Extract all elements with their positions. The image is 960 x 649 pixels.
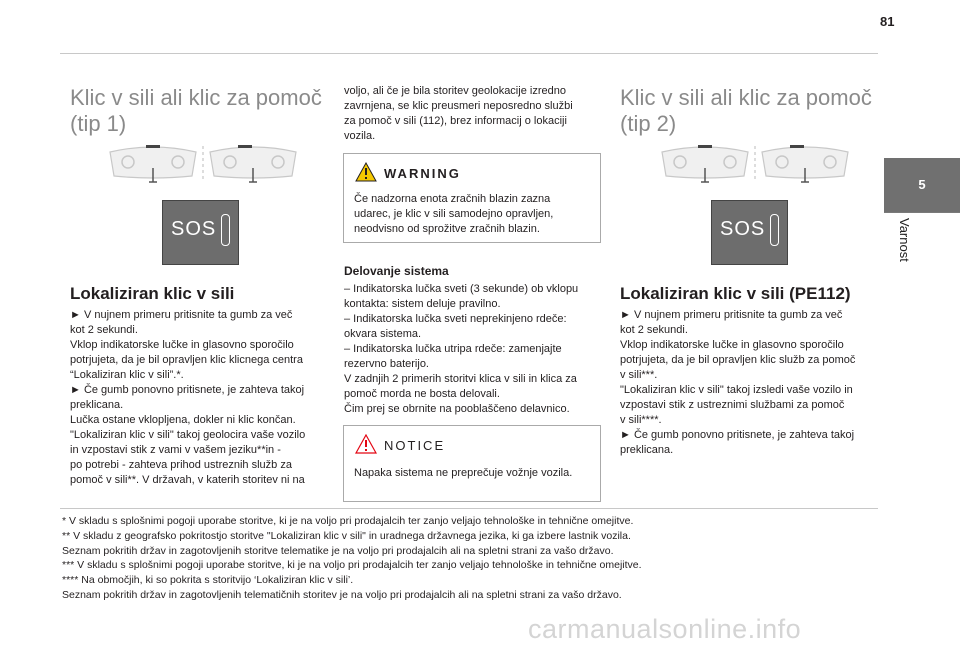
sos-button[interactable] — [162, 200, 239, 265]
warning-box — [343, 153, 601, 243]
warning-text: Če nadzorna enota zračnih blazin zazna udarec, je klic v sili samodejno opravljen, neodvisno od sprožitve zračnih blazin. — [354, 193, 554, 235]
notice-title: NOTICE — [384, 438, 446, 453]
roof-console-illustration-2 — [660, 140, 850, 186]
footnotes: * V skladu s splošnimi pogoji uporabe storitve, ki je na voljo pri prodajalcih ter zanjo veljajo tehnološke in tehnične omejitve. ** V skladu z geografsko pokritostjo storitve "Lokaliziran klic v sili" in uradnega državnega jezika, ki ga izbere lastnik vozila. Seznam pokritih držav in zagotovljenih storitve telematike je na voljo pri prodajalcih ali na spletni strani za vašo državo. *** V skladu s splošnimi pogoji uporabe storitve, ki je na voljo pri prodajalcih ter zanjo veljajo tehnološke in tehnične omejitve. **** Na območjih, ki so pokrita s storitvijo ‘Lokaliziran klic v sili’. Seznam pokritih držav in zagotovljenih telematičnih storitev je na voljo pri prodajalcih ali na spletni strani za vašo državo. — [62, 515, 642, 601]
notice-triangle-icon — [355, 434, 377, 454]
roof-console-left-icon-2 — [662, 145, 748, 182]
body-text-col3: ► V nujnem primeru pritisnite ta gumb za več kot 2 sekundi. Vklop indikatorske lučke in glasovno sporočilo potrjujeta, da je bil opravljen klic služb za pomoč v sili***. "Lokaliziran klic v sili" takoj izsledi vaše vozilo in vzpostavi stik z ustreznimi službami za pomoč v sili****. ► Če gumb ponovno pritisnete, je zahteva takoj preklicana. — [620, 309, 856, 456]
page-number: 81 — [880, 14, 895, 29]
roof-console-right-icon — [210, 145, 296, 182]
notice-text: Napaka sistema ne preprečuje vožnje vozila. — [354, 467, 573, 479]
section-heading-type2: Klic v sili ali klic za pomoč (tip 2) — [620, 85, 872, 136]
roof-console-illustration — [108, 140, 298, 186]
indicator-light-icon-2 — [770, 214, 779, 246]
notice-box — [343, 425, 601, 502]
warning-title: WARNING — [384, 166, 461, 181]
header-divider — [60, 53, 878, 54]
roof-console-left-icon — [110, 145, 196, 182]
chapter-tab-label: Varnost — [897, 218, 912, 262]
section-title-operation: Delovanje sistema — [344, 264, 449, 278]
section-heading-type1: Klic v sili ali klic za pomoč (tip 1) — [70, 85, 322, 136]
body-text-col2-intro: voljo, ali če je bila storitev geolokacije izredno zavrnjena, se klic preusmeri neposredno službi za pomoč v sili (112), brez informacij o lokaciji vozila. — [344, 85, 573, 142]
warning-triangle-icon — [355, 162, 377, 182]
sos-button-label-2: SOS — [720, 218, 766, 240]
body-text-col1: ► V nujnem primeru pritisnite ta gumb za več kot 2 sekundi. Vklop indikatorske lučke in glasovno sporočilo potrjujeta, da je bil opravljen klic klicnega centra “Lokaliziran klic v sili”.*. ► Če gumb ponovno pritisnete, je zahteva takoj preklicana. Lučka ostane vklopljena, dokler ni klic končan. "Lokaliziran klic v sili" takoj geolocira vaše vozilo in vzpostavi stik z vami v vašem jeziku**in - po potrebi - zahteva prihod ustreznih služb za pomoč v sili**. V državah, v katerih storitev ni na — [70, 309, 306, 486]
chapter-tab-divider — [884, 212, 960, 213]
subheading-localized-call: Lokaliziran klic v sili — [70, 284, 235, 303]
roof-console-right-icon-2 — [762, 145, 848, 182]
sos-button-2[interactable] — [711, 200, 788, 265]
subheading-pe112: Lokaliziran klic v sili (PE112) — [620, 284, 851, 303]
indicator-light-icon — [221, 214, 230, 246]
operation-body-text: – Indikatorska lučka sveti (3 sekunde) ob vklopu kontakta: sistem deluje pravilno. – Indikatorska lučka sveti neprekinjeno rdeče: okvara sistema. – Indikatorska lučka utripa rdeče: zamenjajte rezervno baterijo. V zadnjih 2 primerih storitvi klica v sili in klica za pomoč morda ne bosta delovali. Čim prej se obrnite na pooblaščeno delavnico. — [344, 283, 579, 415]
watermark-text: carmanualsonline.info — [528, 614, 802, 644]
footnote-divider — [60, 508, 878, 509]
sos-button-label: SOS — [171, 218, 217, 240]
chapter-tab-number[interactable]: 5 — [884, 158, 960, 212]
